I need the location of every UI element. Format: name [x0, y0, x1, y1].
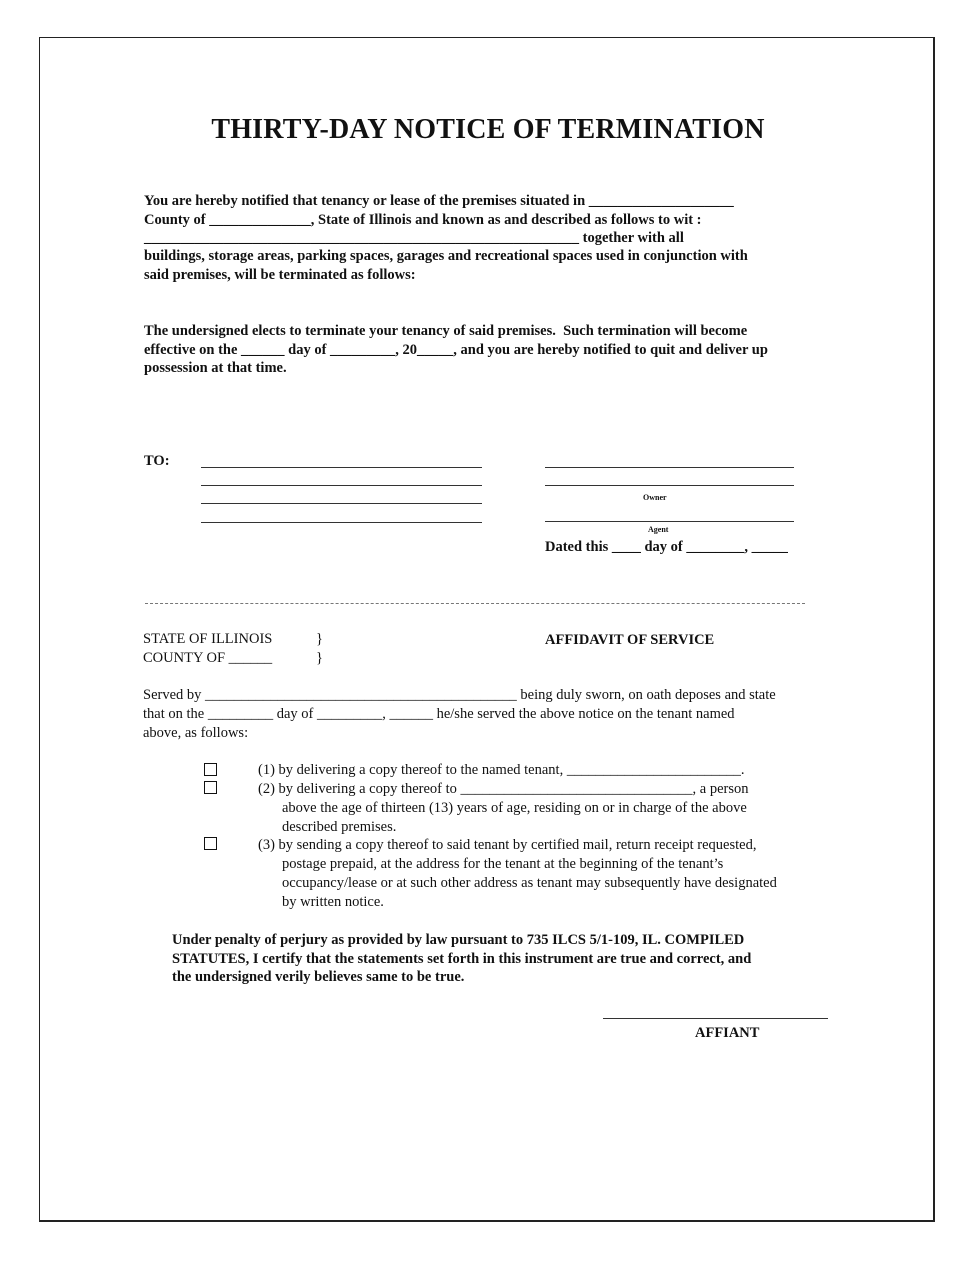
to-label: TO: [144, 453, 170, 469]
notice-line-5: said premises, will be terminated as follows: [144, 267, 416, 283]
option-2-text-line-3: described premises. [282, 819, 397, 835]
option-2-text-line-2: above the age of thirteen (13) years of age, residing on or in charge of the above [282, 800, 747, 816]
section-separator [145, 603, 805, 604]
option-3-text-line-4: by written notice. [282, 894, 384, 910]
option-3-text-line-3: occupancy/lease or at such other address as tenant may subsequently have designated [282, 875, 777, 891]
to-address-line-1[interactable] [201, 467, 482, 468]
perjury-line-3: the undersigned verily believes same to be true. [172, 969, 465, 985]
notice-line-2: County of ______________, State of Illinois and known as and described as follows to wit : [144, 212, 702, 228]
option-3-text-line-2: postage prepaid, at the address for the tenant at the beginning of the tenant’s [282, 856, 724, 872]
affiant-label: AFFIANT [695, 1025, 760, 1041]
notice-line-4: buildings, storage areas, parking spaces, garages and recreational spaces used in conjunction with [144, 248, 748, 264]
signature-line-2[interactable] [545, 485, 794, 486]
elect-line-2: effective on the ______ day of _________, 20_____, and you are hereby notified to quit and deliver up [144, 342, 768, 358]
affiant-signature-line[interactable] [603, 1018, 828, 1019]
signature-line-1[interactable] [545, 467, 794, 468]
dated-line: Dated this ____ day of ________, _____ [545, 539, 788, 555]
state-label: STATE OF ILLINOIS [143, 631, 273, 647]
signature-line-agent[interactable] [545, 521, 794, 522]
county-label: COUNTY OF ______ [143, 650, 273, 666]
elect-line-1: The undersigned elects to terminate your tenancy of said premises. Such termination will become [144, 323, 748, 339]
option-3-checkbox[interactable] [204, 837, 217, 850]
served-line-1: Served by ___________________________________________ being duly sworn, on oath deposes and state [143, 687, 776, 703]
notice-line-1: You are hereby notified that tenancy or lease of the premises situated in ____________________ [144, 193, 734, 209]
brace-1: } [316, 631, 323, 647]
served-line-2: that on the _________ day of _________, ______ he/she served the above notice on the tenant named [143, 706, 735, 722]
perjury-line-1: Under penalty of perjury as provided by law pursuant to 735 ILCS 5/1-109, IL. COMPILED [172, 932, 745, 948]
option-1-text: (1) by delivering a copy thereof to the named tenant, ________________________. [258, 762, 745, 778]
elect-line-3: possession at that time. [144, 360, 287, 376]
affidavit-title: AFFIDAVIT OF SERVICE [545, 632, 715, 648]
to-address-line-3[interactable] [201, 503, 482, 504]
agent-label: Agent [648, 525, 669, 534]
to-address-line-2[interactable] [201, 485, 482, 486]
option-3-text-line-1: (3) by sending a copy thereof to said tenant by certified mail, return receipt requested, [258, 837, 757, 853]
to-address-line-4[interactable] [201, 522, 482, 523]
option-1-checkbox[interactable] [204, 763, 217, 776]
notice-line-3: ____________________________________________________________ together with all [144, 230, 684, 246]
option-2-checkbox[interactable] [204, 781, 217, 794]
brace-2: } [316, 650, 323, 666]
served-line-3: above, as follows: [143, 725, 249, 741]
document-title: THIRTY-DAY NOTICE OF TERMINATION [211, 114, 765, 145]
option-2-text-line-1: (2) by delivering a copy thereof to ________________________________, a person [258, 781, 749, 797]
perjury-line-2: STATUTES, I certify that the statements set forth in this instrument are true and correct, and [172, 951, 752, 967]
owner-label: Owner [643, 493, 667, 502]
